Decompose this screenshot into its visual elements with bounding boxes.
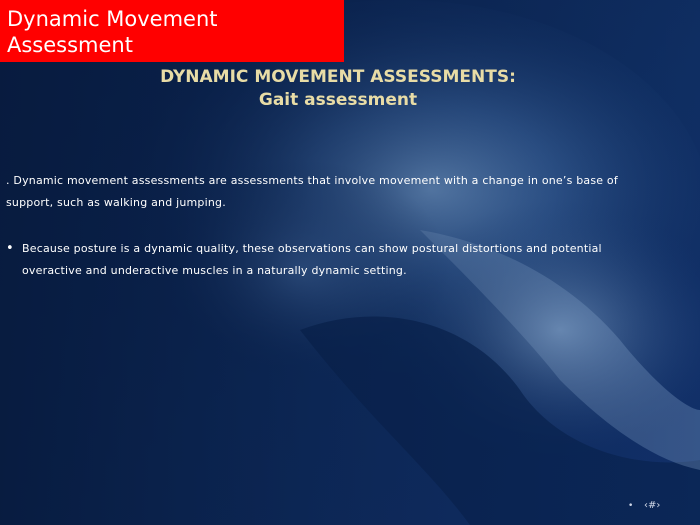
body-paragraph: . Dynamic movement assessments are assessments that involve movement with a change in one’s base of support, such as walking and jumping.: [6, 174, 618, 209]
heading-line-2: Gait assessment: [258, 90, 418, 110]
bullet-text: Because posture is a dynamic quality, these observations can show postural distortions and potential overactive and underactive muscles in a naturally dynamic setting.: [22, 242, 602, 277]
heading-line-1: DYNAMIC MOVEMENT ASSESSMENTS:: [160, 67, 516, 87]
slide-number: ‹#›: [644, 500, 661, 511]
slide-title-box: Dynamic Movement Assessment: [0, 0, 344, 62]
footer-marker: •: [628, 501, 634, 511]
slide-heading: [0, 66, 676, 112]
bullet-marker: •: [6, 241, 14, 256]
